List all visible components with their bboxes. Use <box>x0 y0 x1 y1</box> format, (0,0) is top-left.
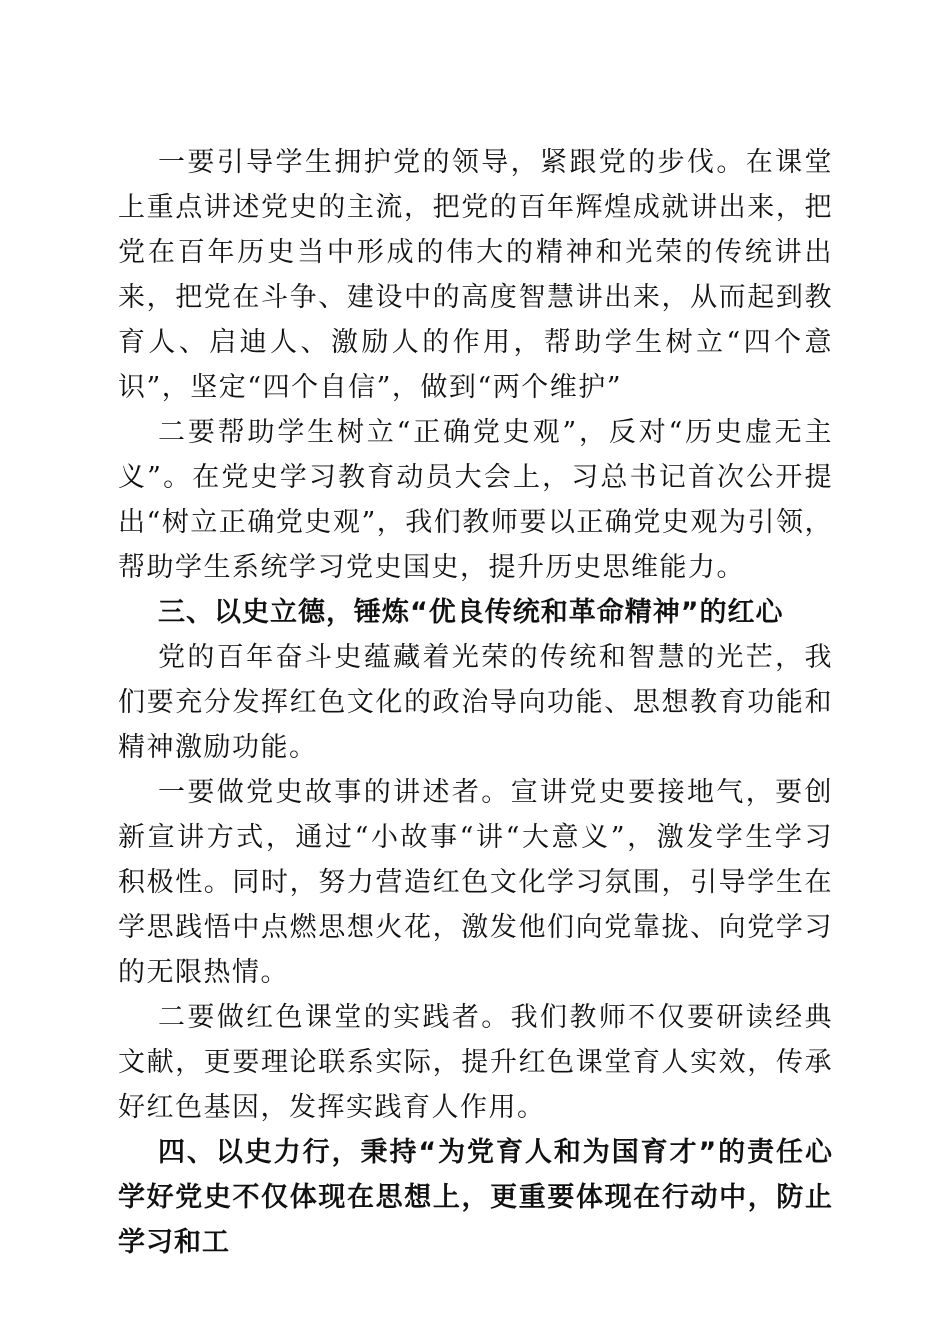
paragraph-support-party-leadership: 一要引导学生拥护党的领导，紧跟党的步伐。在课堂上重点讲述党史的主流，把党的百年辉煌成就讲出来，把党在百年历史当中形成的伟大的精神和光荣的传统讲出来，把党在斗争、建设中的高度智慧讲出来，从而起到教育人、启迪人、激励人的作用，帮助学生树立“四个意识”，坚定“四个自信”，做到“两个维护” <box>118 147 833 403</box>
paragraph-practitioner: 二要做红色课堂的实践者。我们教师不仅要研读经典文献，更要理论联系实际，提升红色课堂育人实效，传承好红色基因，发挥实践育人作用。 <box>118 1002 833 1123</box>
paragraph-storyteller: 一要做党史故事的讲述者。宣讲党史要接地气，要创新宣讲方式，通过“小故事“讲“大意义”，激发学生学习积极性。同时，努力营造红色文化学习氛围，引导学生在学思践悟中点燃思想火花，激发他们向党靠拢、向党学习的无限热情。 <box>118 777 833 988</box>
section-heading-four: 四、以史力行，秉持“为党育人和为国育才”的责任心学好党史不仅体现在思想上，更重要体现在行动中，防止学习和工 <box>118 1137 833 1258</box>
paragraph-red-culture: 党的百年奋斗史蕴藏着光荣的传统和智慧的光芒，我们要充分发挥红色文化的政治导向功能、思想教育功能和精神激励功能。 <box>118 642 833 763</box>
document-body <box>118 140 833 1265</box>
paragraph-correct-history-view: 二要帮助学生树立“正确党史观”，反对“历史虚无主义”。在党史学习教育动员大会上，习总书记首次公开提出“树立正确党史观”，我们教师要以正确党史观为引领，帮助学生系统学习党史国史，提升历史思维能力。 <box>118 417 833 583</box>
section-heading-three: 三、以史立德，锤炼“优良传统和革命精神”的红心 <box>158 597 784 628</box>
